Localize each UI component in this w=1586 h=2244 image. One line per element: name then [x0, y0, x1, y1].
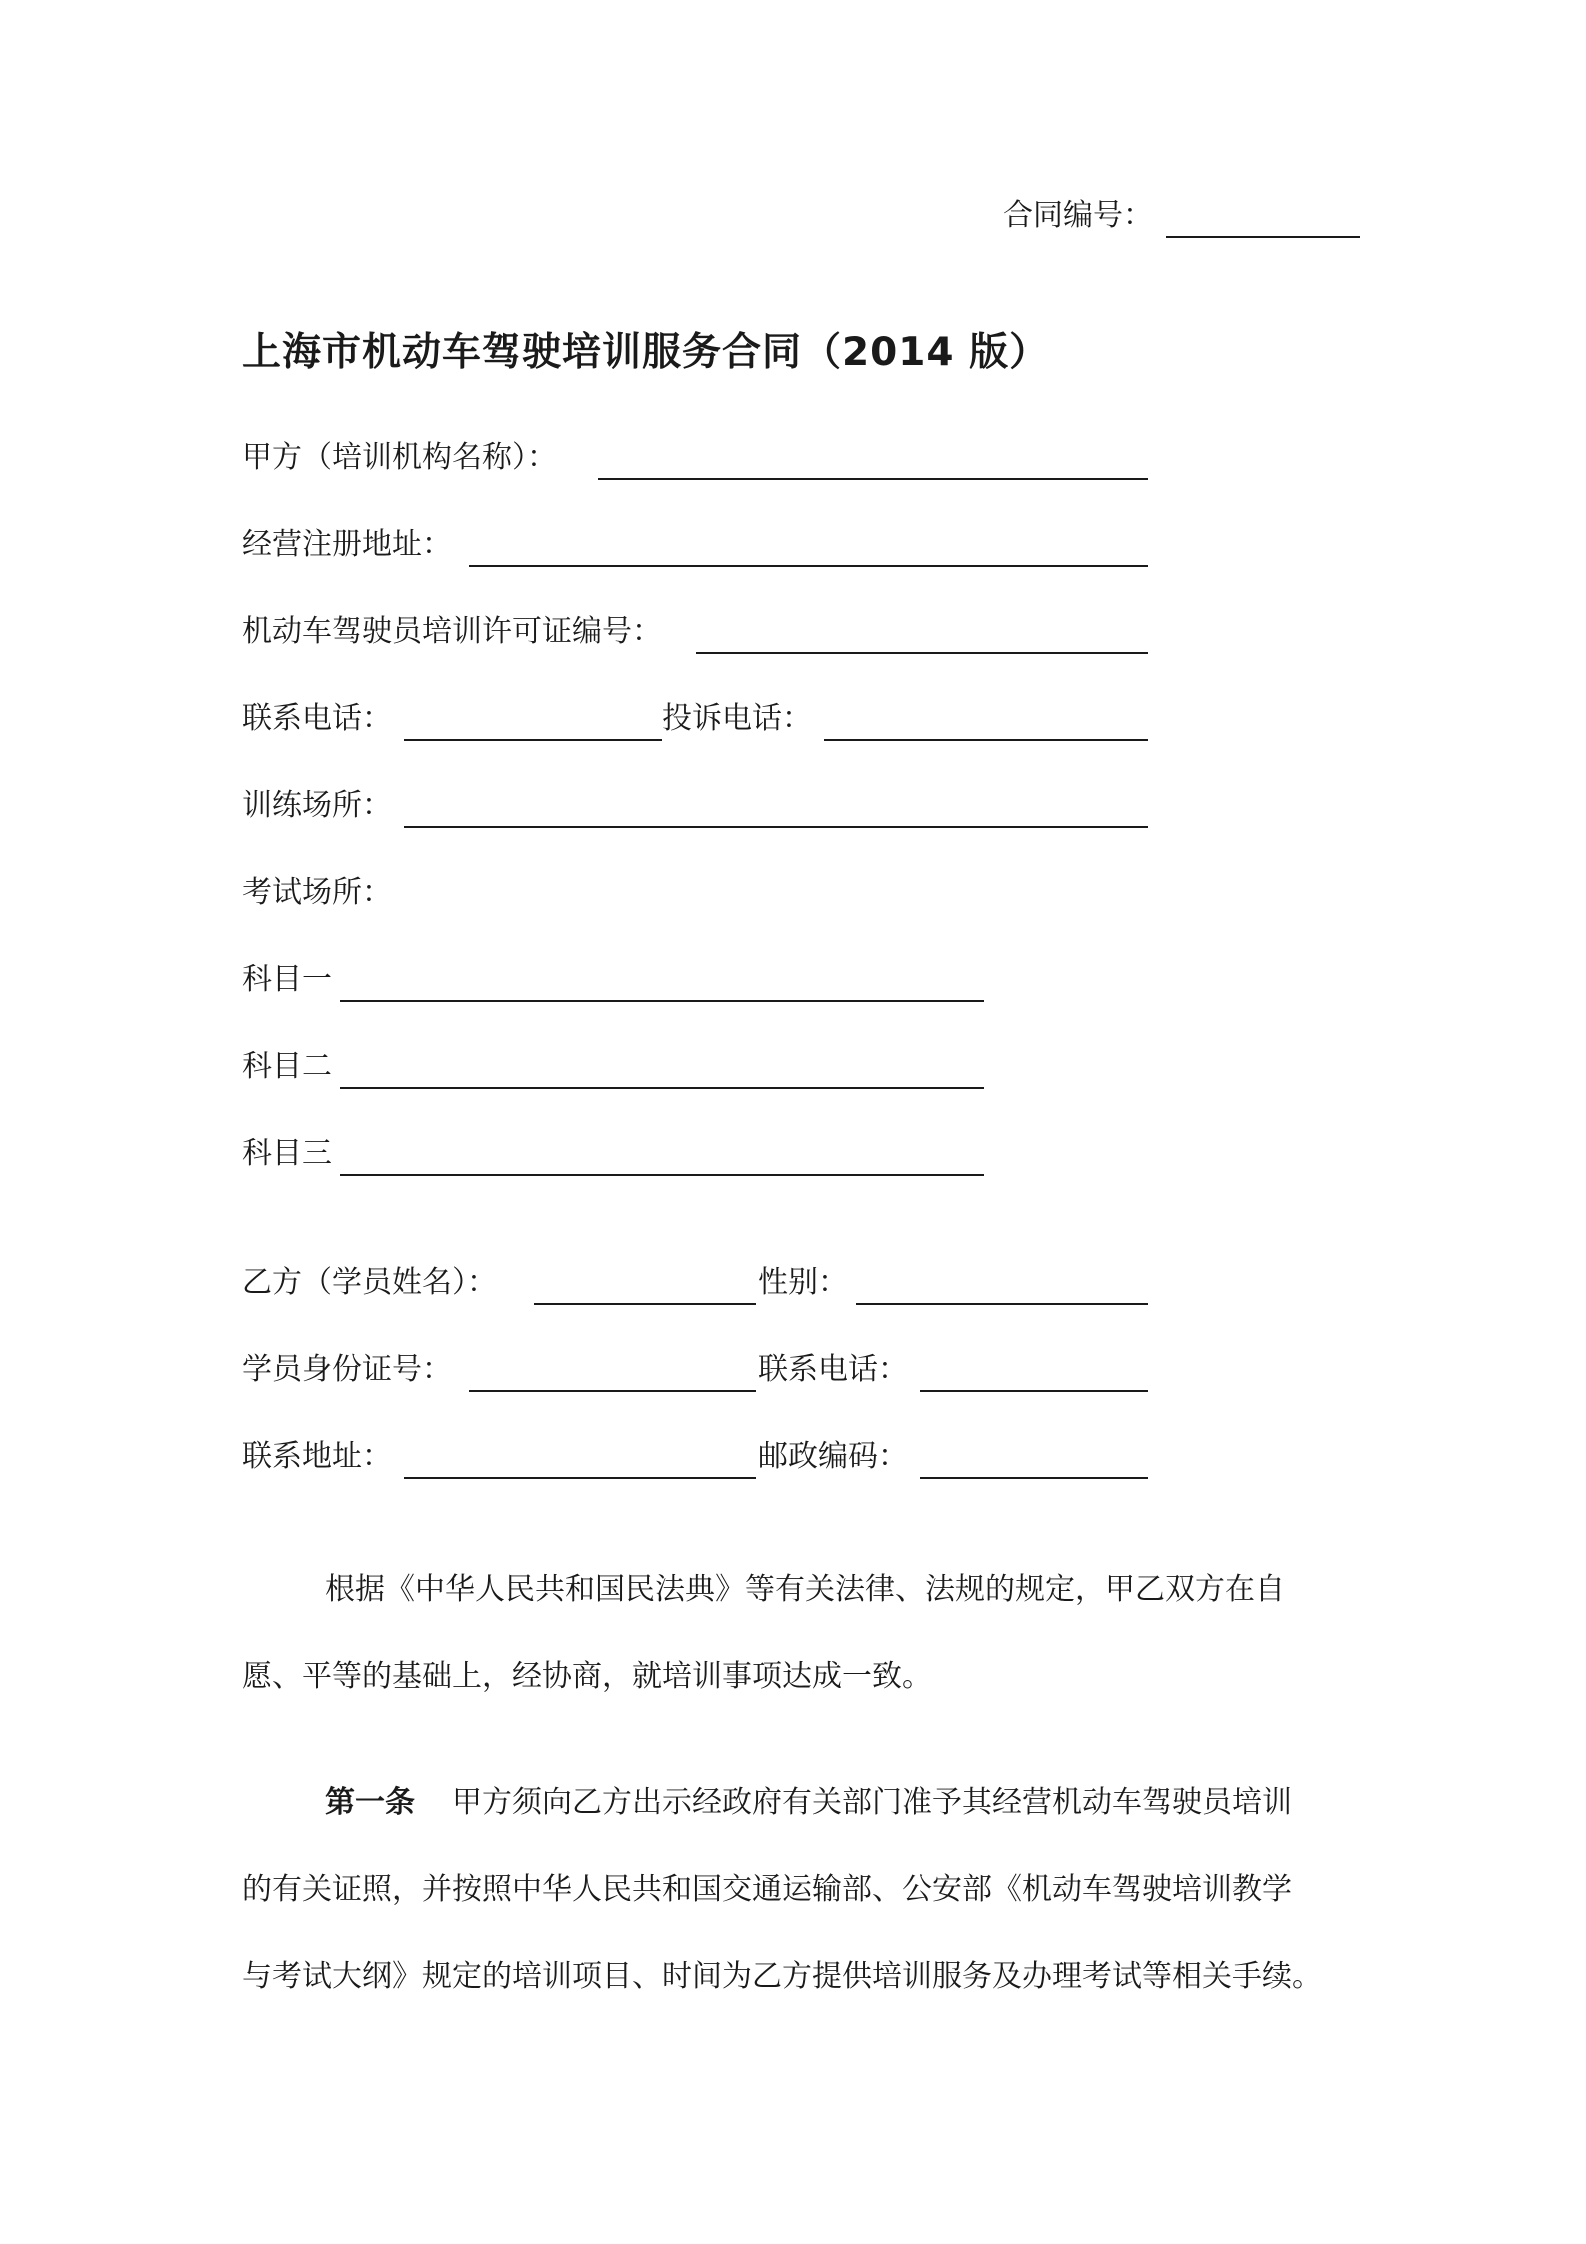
party-b-phone-blank[interactable]: [920, 1390, 1148, 1392]
party-b-gender-label: 性别：: [758, 1265, 848, 1300]
article-1-line-1: 甲方须向乙方出示经政府有关部门准予其经营机动车驾驶员培训: [452, 1785, 1292, 1820]
party-a-name-label: 甲方（培训机构名称）：: [242, 440, 557, 475]
party-a-complaint-blank[interactable]: [824, 739, 1148, 741]
party-b-gender-blank[interactable]: [856, 1303, 1148, 1305]
party-b-address-label: 联系地址：: [242, 1439, 392, 1474]
article-1-heading: 第一条: [325, 1785, 415, 1820]
preamble-line-2: 愿、平等的基础上，经协商，就培训事项达成一致。: [242, 1659, 932, 1694]
party-b-address-blank[interactable]: [404, 1477, 756, 1479]
subject-2-label: 科目二: [242, 1049, 332, 1084]
party-a-license-label: 机动车驾驶员培训许可证编号：: [242, 614, 662, 649]
party-b-name-blank[interactable]: [534, 1303, 756, 1305]
party-b-id-label: 学员身份证号：: [242, 1352, 452, 1387]
party-a-address-label: 经营注册地址：: [242, 527, 452, 562]
document-title: 上海市机动车驾驶培训服务合同（2014 版）: [242, 330, 1050, 375]
party-b-name-label: 乙方（学员姓名）：: [242, 1265, 497, 1300]
contract-number-blank[interactable]: [1166, 236, 1360, 238]
party-a-phone-label: 联系电话：: [242, 701, 392, 736]
party-a-exam-site-label: 考试场所：: [242, 875, 392, 910]
article-1-line-3: 与考试大纲》规定的培训项目、时间为乙方提供培训服务及办理考试等相关手续。: [242, 1959, 1322, 1994]
party-a-address-blank[interactable]: [469, 565, 1148, 567]
contract-number-label: 合同编号：: [1003, 198, 1153, 233]
article-1-line-2: 的有关证照，并按照中华人民共和国交通运输部、公安部《机动车驾驶培训教学: [242, 1872, 1292, 1907]
subject-2-blank[interactable]: [340, 1087, 984, 1089]
subject-1-blank[interactable]: [340, 1000, 984, 1002]
subject-3-blank[interactable]: [340, 1174, 984, 1176]
preamble-line-1: 根据《中华人民共和国民法典》等有关法律、法规的规定，甲乙双方在自: [325, 1572, 1285, 1607]
party-b-postcode-label: 邮政编码：: [758, 1439, 908, 1474]
party-b-phone-label: 联系电话：: [758, 1352, 908, 1387]
party-a-phone-blank[interactable]: [404, 739, 662, 741]
subject-3-label: 科目三: [242, 1136, 332, 1171]
party-a-complaint-label: 投诉电话：: [662, 701, 812, 736]
party-b-postcode-blank[interactable]: [920, 1477, 1148, 1479]
party-b-id-blank[interactable]: [469, 1390, 756, 1392]
party-a-license-blank[interactable]: [696, 652, 1148, 654]
party-a-training-site-label: 训练场所：: [242, 788, 392, 823]
subject-1-label: 科目一: [242, 962, 332, 997]
party-a-training-site-blank[interactable]: [404, 826, 1148, 828]
party-a-name-blank[interactable]: [598, 478, 1148, 480]
